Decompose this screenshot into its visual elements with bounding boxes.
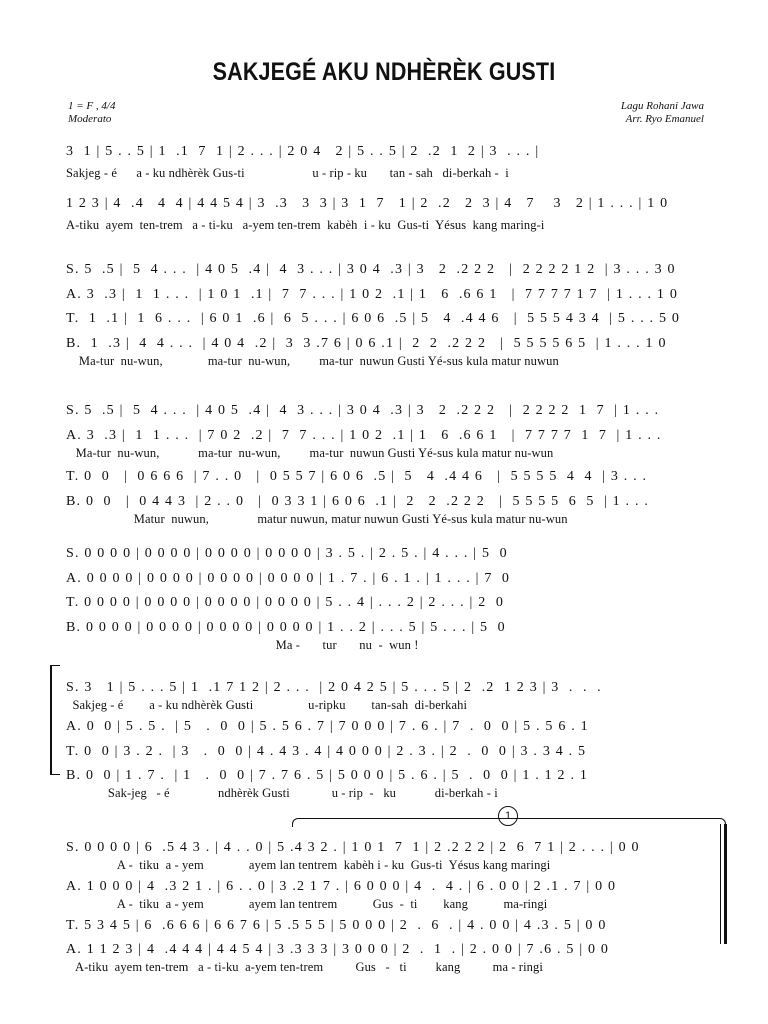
notation-line: S. 0 0 0 0 | 0 0 0 0 | 0 0 0 0 | 0 0 0 0 | 3 . 5 . | 2 . 5 . | 4 . . . | 5 0 <box>66 546 508 561</box>
notation-line: S. 3 1 | 5 . . . 5 | 1 .1 7 1 2 | 2 . . . | 2 0 4 2 5 | 5 . . . 5 | 2 .2 1 2 3 | 3 . . . <box>66 680 602 695</box>
notation-line: A. 1 0 0 0 | 4 .3 2 1 . | 6 . . 0 | 3 .2 1 7 . | 6 0 0 0 | 4 . 4 . | 6 . 0 0 | 2 .1 . 7 | 0 0 <box>66 879 617 894</box>
lyric-line: A - tiku a - yem ayem lan tentrem Gus - ti kang ma-ringi <box>66 897 548 911</box>
arranger-credit: Arr. Ryo Emanuel <box>625 113 704 125</box>
lyric-line: A-tiku ayem ten-trem a - ti-ku a-yem ten-trem Gus - ti kang ma - ringi <box>66 960 543 974</box>
final-barline <box>720 824 727 944</box>
notation-line: T. 1 .1 | 1 6 . . . | 6 0 1 .6 | 6 5 . . . | 6 0 6 .5 | 5 4 .4 4 6 | 5 5 5 4 3 4 | 5 . . . 5 0 <box>66 311 681 326</box>
notation-line: A. 1 1 2 3 | 4 .4 4 4 | 4 4 5 4 | 3 .3 3 3 | 3 0 0 0 | 2 . 1 . | 2 . 0 0 | 7 .6 . 5 | 0 0 <box>66 942 610 957</box>
notation-line: A. 3 .3 | 1 1 . . . | 7 0 2 .2 | 7 7 . . . | 1 0 2 .1 | 1 6 .6 6 1 | 7 7 7 7 1 7 | 1 . . . <box>66 428 662 443</box>
notation-line: A. 3 .3 | 1 1 . . . | 1 0 1 .1 | 7 7 . . . | 1 0 2 .1 | 1 6 .6 6 1 | 7 7 7 7 1 7 | 1 . . . 1 0 <box>66 287 679 302</box>
notation-line: T. 0 0 | 0 6 6 6 | 7 . . 0 | 0 5 5 7 | 6 0 6 .5 | 5 4 .4 4 6 | 5 5 5 5 4 4 | 3 . . . <box>66 469 648 484</box>
lyric-line: A-tiku ayem ten-trem a - ti-ku a-yem ten-trem kabèh i - ku Gus-ti Yésus kang maring-i <box>66 218 545 232</box>
notation-line: 1 2 3 | 4 .4 4 4 | 4 4 5 4 | 3 .3 3 3 | 3 1 7 1 | 2 .2 2 3 | 4 7 3 2 | 1 . . . | 1 0 <box>66 196 669 211</box>
song-title: SAKJEGÉ AKU NDHÈRÈK GUSTI <box>212 58 556 86</box>
notation-line: B. 0 0 | 0 4 4 3 | 2 . . 0 | 0 3 3 1 | 6 0 6 .1 | 2 2 .2 2 2 | 5 5 5 5 6 5 | 1 . . . <box>66 494 650 509</box>
lyric-line: Ma-tur nu-wun, ma-tur nu-wun, ma-tur nuwun Gusti Yé-sus kula matur nuwun <box>66 354 559 368</box>
notation-line: B. 0 0 | 1 . 7 . | 1 . 0 0 | 7 . 7 6 . 5 | 5 0 0 0 | 5 . 6 . | 5 . 0 0 | 1 . 1 2 . 1 <box>66 768 589 783</box>
key-signature: 1 = F , 4/4 <box>68 100 116 112</box>
credits <box>621 100 704 126</box>
lyric-line: Sakjeg - é a - ku ndhèrèk Gus-ti u - rip - ku tan - sah di-berkah - i <box>66 166 509 180</box>
notation-line: B. 1 .3 | 4 4 . . . | 4 0 4 .2 | 3 3 .7 6 | 0 6 .1 | 2 2 .2 2 2 | 5 5 5 5 6 5 | 1 . . . 1 0 <box>66 336 667 351</box>
lyric-line: Matur nuwun, matur nuwun, matur nuwun Gusti Yé-sus kula matur nu-wun <box>66 512 568 526</box>
lyric-line: Sakjeg - é a - ku ndhèrèk Gusti u-ripku tan-sah di-berkahi <box>66 698 468 712</box>
lyric-line: Ma - tur nu - wun ! <box>66 638 419 652</box>
notation-line: T. 0 0 | 3 . 2 . | 3 . 0 0 | 4 . 4 3 . 4 | 4 0 0 0 | 2 . 3 . | 2 . 0 0 | 3 . 3 4 . 5 <box>66 744 587 759</box>
notation-line: B. 0 0 0 0 | 0 0 0 0 | 0 0 0 0 | 0 0 0 0 | 1 . . 2 | . . . 5 | 5 . . . | 5 0 <box>66 620 506 635</box>
notation-line: A. 0 0 0 0 | 0 0 0 0 | 0 0 0 0 | 0 0 0 0 | 1 . 7 . | 6 . 1 . | 1 . . . | 7 0 <box>66 571 511 586</box>
source-credit: Lagu Rohani Jawa <box>620 100 704 112</box>
notation-line: 3 1 | 5 . . 5 | 1 .1 7 1 | 2 . . . | 2 0 4 2 | 5 . . 5 | 2 .2 1 2 | 3 . . . | <box>66 144 540 159</box>
tempo-info <box>68 100 115 126</box>
notation-line: T. 5 3 4 5 | 6 .6 6 6 | 6 6 7 6 | 5 .5 5 5 | 5 0 0 0 | 2 . 6 . | 4 . 0 0 | 4 .3 . 5 | 0 0 <box>66 918 607 933</box>
lyric-line: Sak-jeg - é ndhèrèk Gusti u - rip - ku di-berkah - i <box>66 786 498 800</box>
notation-line: S. 5 .5 | 5 4 . . . | 4 0 5 .4 | 4 3 . . . | 3 0 4 .3 | 3 2 .2 2 2 | 2 2 2 2 1 2 | 3 . . . 3 0 <box>66 262 676 277</box>
notation-line: S. 0 0 0 0 | 6 .5 4 3 . | 4 . . 0 | 5 .4 3 2 . | 1 0 1 7 1 | 2 .2 2 2 | 2 6 7 1 | 2 . . . | 0 0 <box>66 840 640 855</box>
system-brace <box>50 665 60 775</box>
tempo-marking: Moderato <box>68 113 112 125</box>
notation-line: T. 0 0 0 0 | 0 0 0 0 | 0 0 0 0 | 0 0 0 0 | 5 . . 4 | . . . 2 | 2 . . . | 2 0 <box>66 595 505 610</box>
notation-line: S. 5 .5 | 5 4 . . . | 4 0 5 .4 | 4 3 . . . | 3 0 4 .3 | 3 2 .2 2 2 | 2 2 2 2 1 7 | 1 . . . <box>66 403 660 418</box>
notation-line: A. 0 0 | 5 . 5 . | 5 . 0 0 | 5 . 5 6 . 7 | 7 0 0 0 | 7 . 6 . | 7 . 0 0 | 5 . 5 6 . 1 <box>66 719 589 734</box>
lyric-line: Ma-tur nu-wun, ma-tur nu-wun, ma-tur nuwun Gusti Yé-sus kula matur nu-wun <box>66 446 554 460</box>
lyric-line: A - tiku a - yem ayem lan tentrem kabèh i - ku Gus-ti Yésus kang maringi <box>66 858 551 872</box>
section-marker: 1 <box>498 806 518 826</box>
